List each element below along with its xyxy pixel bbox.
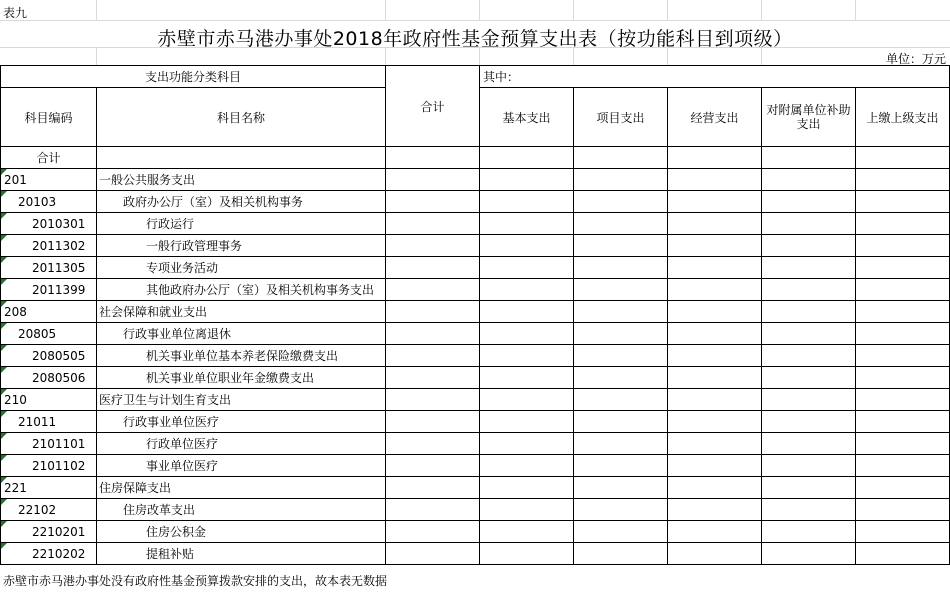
- value-cell: [668, 455, 762, 477]
- table-row: [1, 257, 950, 279]
- row-name: 事业单位医疗: [97, 455, 386, 477]
- footer-note: 赤壁市赤马港办事处没有政府性基金预算拨款安排的支出，故本表无数据: [3, 574, 388, 588]
- value-cell: [668, 367, 762, 389]
- basic-header: 基本支出: [480, 88, 574, 147]
- value-cell: [480, 301, 574, 323]
- table-row: [1, 323, 950, 345]
- value-cell: [668, 477, 762, 499]
- value-cell: [856, 367, 950, 389]
- value-cell: [762, 367, 856, 389]
- row-code: 2210202: [1, 543, 97, 565]
- value-cell: [856, 345, 950, 367]
- value-cell: [762, 477, 856, 499]
- value-cell: [574, 477, 668, 499]
- row-name: 行政运行: [97, 213, 386, 235]
- value-cell: [668, 257, 762, 279]
- row-code: 2011302: [1, 235, 97, 257]
- total-row-label: 合计: [1, 147, 97, 169]
- value-cell: [762, 169, 856, 191]
- value-cell: [762, 455, 856, 477]
- value-cell: [856, 433, 950, 455]
- value-cell: [762, 389, 856, 411]
- table-row: [1, 169, 950, 191]
- value-cell: [574, 521, 668, 543]
- table-row: [1, 213, 950, 235]
- gridline: [96, 0, 97, 20]
- among-header: 其中：: [480, 66, 950, 88]
- total-header: 合计: [386, 66, 480, 147]
- value-cell: [480, 345, 574, 367]
- row-code: 210: [1, 389, 97, 411]
- value-cell: [386, 213, 480, 235]
- value-cell: [386, 543, 480, 565]
- value-cell: [762, 301, 856, 323]
- row-name: 机关事业单位基本养老保险缴费支出: [97, 345, 386, 367]
- row-name: 住房改革支出: [97, 499, 386, 521]
- value-cell: [856, 301, 950, 323]
- project-header: 项目支出: [574, 88, 668, 147]
- value-cell: [574, 169, 668, 191]
- table-row: [1, 345, 950, 367]
- value-cell: [574, 301, 668, 323]
- code-header: 科目编码: [1, 88, 97, 147]
- row-code: 2101102: [1, 455, 97, 477]
- row-code: 221: [1, 477, 97, 499]
- value-cell: [856, 499, 950, 521]
- row-name: 其他政府办公厅（室）及相关机构事务支出: [97, 279, 386, 301]
- value-cell: [856, 213, 950, 235]
- table-row: [1, 521, 950, 543]
- value-cell: [480, 367, 574, 389]
- upper-header: 上缴上级支出: [856, 88, 950, 147]
- value-cell: [762, 191, 856, 213]
- gridline: [573, 0, 574, 20]
- value-cell: [762, 213, 856, 235]
- table-row: [1, 235, 950, 257]
- value-cell: [386, 301, 480, 323]
- gridline: [667, 0, 668, 20]
- page-title: 赤壁市赤马港办事处2018年政府性基金预算支出表（按功能科目到项级）: [157, 28, 793, 50]
- value-cell: [762, 279, 856, 301]
- value-cell: [668, 433, 762, 455]
- table-row: [1, 455, 950, 477]
- table-row: [1, 543, 950, 565]
- row-name: 专项业务活动: [97, 257, 386, 279]
- row-code: 20805: [1, 323, 97, 345]
- value-cell: [856, 521, 950, 543]
- table-row: [1, 433, 950, 455]
- row-code: 2011399: [1, 279, 97, 301]
- value-cell: [386, 521, 480, 543]
- unit-label: 单位：万元: [885, 52, 946, 66]
- value-cell: [386, 345, 480, 367]
- row-code: 2011305: [1, 257, 97, 279]
- value-cell: [762, 433, 856, 455]
- value-cell: [762, 235, 856, 257]
- value-cell: [762, 499, 856, 521]
- row-name: 住房保障支出: [97, 477, 386, 499]
- value-cell: [574, 213, 668, 235]
- value-cell: [574, 235, 668, 257]
- value-cell: [480, 213, 574, 235]
- value-cell: [480, 279, 574, 301]
- value-cell: [856, 235, 950, 257]
- gridline: [0, 20, 950, 21]
- value-cell: [856, 389, 950, 411]
- value-cell: [574, 191, 668, 213]
- row-name: 行政单位医疗: [97, 433, 386, 455]
- value-cell: [386, 279, 480, 301]
- row-code: 2101101: [1, 433, 97, 455]
- budget-table: [0, 65, 950, 565]
- value-cell: [480, 323, 574, 345]
- table-row: [1, 301, 950, 323]
- value-cell: [386, 169, 480, 191]
- value-cell: [574, 367, 668, 389]
- value-cell: [762, 323, 856, 345]
- table-row: [1, 411, 950, 433]
- row-code: 2010301: [1, 213, 97, 235]
- value-cell: [574, 433, 668, 455]
- gridline: [479, 0, 480, 20]
- row-name: 一般行政管理事务: [97, 235, 386, 257]
- value-cell: [386, 257, 480, 279]
- table-row: [1, 499, 950, 521]
- value-cell: [480, 455, 574, 477]
- value-cell: [856, 279, 950, 301]
- row-name: 政府办公厅（室）及相关机构事务: [97, 191, 386, 213]
- row-name: 住房公积金: [97, 521, 386, 543]
- classification-header: 支出功能分类科目: [1, 66, 386, 88]
- value-cell: [480, 477, 574, 499]
- value-cell: [762, 543, 856, 565]
- value-cell: [574, 323, 668, 345]
- value-cell: [480, 433, 574, 455]
- row-code: 22102: [1, 499, 97, 521]
- value-cell: [386, 323, 480, 345]
- value-cell: [668, 345, 762, 367]
- value-cell: [480, 169, 574, 191]
- row-name: 医疗卫生与计划生育支出: [97, 389, 386, 411]
- value-cell: [480, 543, 574, 565]
- table-row: [1, 279, 950, 301]
- value-cell: [762, 411, 856, 433]
- value-cell: [668, 301, 762, 323]
- value-cell: [480, 411, 574, 433]
- value-cell: [762, 345, 856, 367]
- value-cell: [762, 521, 856, 543]
- value-cell: [386, 433, 480, 455]
- value-cell: [668, 235, 762, 257]
- value-cell: [386, 235, 480, 257]
- value-cell: [386, 367, 480, 389]
- row-code: 2210201: [1, 521, 97, 543]
- value-cell: [574, 389, 668, 411]
- value-cell: [668, 279, 762, 301]
- value-cell: [574, 455, 668, 477]
- row-name: 一般公共服务支出: [97, 169, 386, 191]
- table-row: [1, 367, 950, 389]
- table-row: [1, 191, 950, 213]
- value-cell: [668, 543, 762, 565]
- row-name: 行政事业单位离退休: [97, 323, 386, 345]
- value-cell: [668, 169, 762, 191]
- value-cell: [668, 191, 762, 213]
- row-code: 21011: [1, 411, 97, 433]
- gridline: [761, 0, 762, 20]
- value-cell: [668, 411, 762, 433]
- value-cell: [856, 169, 950, 191]
- value-cell: [386, 411, 480, 433]
- value-cell: [386, 389, 480, 411]
- value-cell: [856, 477, 950, 499]
- gridline: [385, 0, 386, 20]
- value-cell: [668, 323, 762, 345]
- value-cell: [480, 499, 574, 521]
- value-cell: [480, 389, 574, 411]
- operating-header: 经营支出: [668, 88, 762, 147]
- value-cell: [668, 499, 762, 521]
- value-cell: [856, 411, 950, 433]
- row-name: 提租补贴: [97, 543, 386, 565]
- value-cell: [668, 389, 762, 411]
- sheet-label: 表九: [3, 6, 28, 20]
- gridline: [855, 0, 856, 20]
- value-cell: [480, 235, 574, 257]
- row-code: 208: [1, 301, 97, 323]
- value-cell: [856, 543, 950, 565]
- value-cell: [856, 323, 950, 345]
- value-cell: [856, 455, 950, 477]
- table-row: [1, 389, 950, 411]
- value-cell: [480, 191, 574, 213]
- value-cell: [386, 499, 480, 521]
- table-row: [1, 477, 950, 499]
- row-name: 机关事业单位职业年金缴费支出: [97, 367, 386, 389]
- value-cell: [574, 499, 668, 521]
- row-code: 2080506: [1, 367, 97, 389]
- row-code: 201: [1, 169, 97, 191]
- name-header: 科目名称: [97, 88, 386, 147]
- row-name: 社会保障和就业支出: [97, 301, 386, 323]
- value-cell: [386, 477, 480, 499]
- value-cell: [480, 521, 574, 543]
- total-row: [1, 147, 950, 169]
- row-name: 行政事业单位医疗: [97, 411, 386, 433]
- value-cell: [574, 279, 668, 301]
- value-cell: [668, 213, 762, 235]
- row-code: 20103: [1, 191, 97, 213]
- value-cell: [574, 345, 668, 367]
- value-cell: [386, 455, 480, 477]
- value-cell: [480, 257, 574, 279]
- value-cell: [386, 191, 480, 213]
- value-cell: [668, 521, 762, 543]
- subsidy-header: 对附属单位补助支出: [762, 88, 856, 147]
- value-cell: [762, 257, 856, 279]
- value-cell: [856, 191, 950, 213]
- value-cell: [574, 257, 668, 279]
- value-cell: [574, 411, 668, 433]
- row-code: 2080505: [1, 345, 97, 367]
- value-cell: [574, 543, 668, 565]
- value-cell: [856, 257, 950, 279]
